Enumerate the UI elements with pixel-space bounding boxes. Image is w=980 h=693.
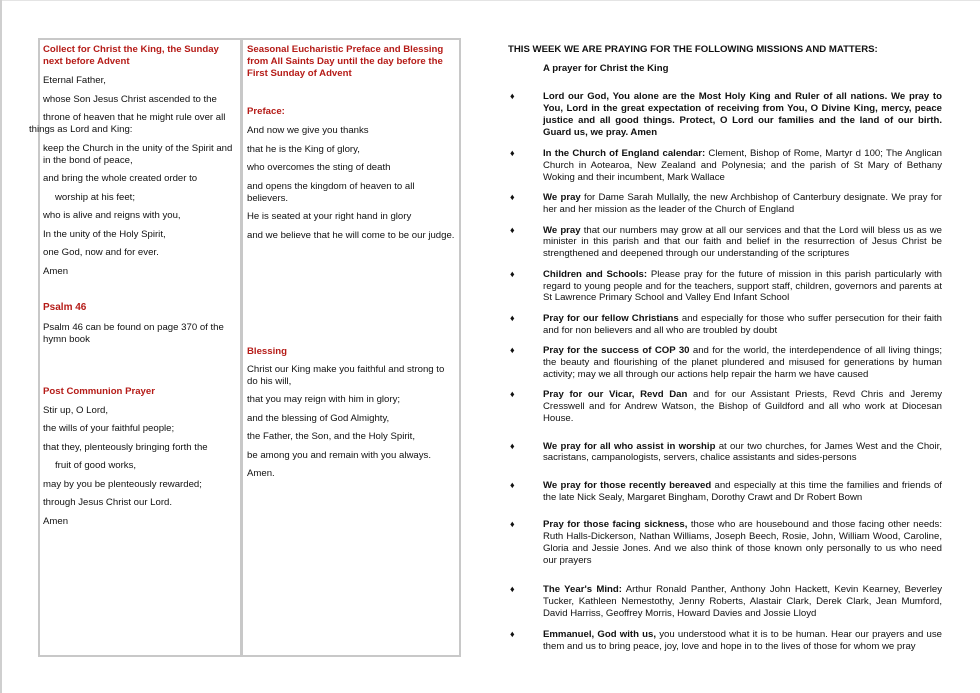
intercession-text: for Dame Sarah Mullally, the new Archbishop of Canterbury designate. We pray for her and her mission as the leader of the Church of England [543,192,942,216]
collect-column [29,44,233,534]
intercession-text: Arthur Ronald Panther, Anthony John Hackett, Kevin Kearney, Beverley Tucker, Kathleen Nemestothy, Jenny Roberts, Alastair Clark, Derek Clark, Jean Mumford, David Harriss, Geoffrey Morris, Howard Davies and Jossie Lloyd [543,584,942,619]
diamond-bullet-icon: ♦ [510,224,515,235]
intercession-bold: In the Church of England calendar: [543,148,706,160]
intercession-text: at our two churches, for James West and the Choir, sacristans, campanologists, servers, chalice assistants and sides-persons [543,440,942,464]
intercession-text: you understood what it is to be human. Hear our prayers and use them and us to bring peace, joy, love and hope in to the lives of those for whom we pray [543,629,943,653]
post-communion-line: Stir up, O Lord, [43,404,109,416]
intercessions-title: THIS WEEK WE ARE PRAYING FOR THE FOLLOWING MISSIONS AND MATTERS: [508,44,878,55]
diamond-bullet-icon: ♦ [510,584,515,595]
collect-line: In the unity of the Holy Spirit, [43,228,166,240]
post-communion-line: fruit of good works, [55,460,137,471]
collect-line: worship at his feet; [55,191,135,203]
intercession-text: that our numbers may grow at all our services and that the Lord will bless us as we minister in this parish and that our faith and belief in the resurrection of Jesus Christ be strengthened and deepened through our understanding of the scriptures [543,224,942,260]
page-left-edge [0,0,2,693]
preface-line: And now we give you thanks [247,125,369,136]
blessing-line: that you may reign with him in glory; [247,394,401,405]
diamond-bullet-icon: ♦ [510,389,515,400]
intercession-item [508,225,942,260]
collect-line: one God, now and for ever. [43,247,159,258]
collect-line: and bring the whole created order to [43,173,198,184]
intercession-bold: Pray for our fellow Christians [543,312,679,324]
preface-line: who overcomes the sting of death [247,162,391,173]
diamond-bullet-icon: ♦ [510,192,515,203]
page-top-edge [0,0,980,1]
intercession-item [508,389,942,424]
diamond-bullet-icon: ♦ [510,148,515,159]
intercession-bold: We pray [543,192,581,204]
intercession-item [508,519,942,566]
blessing-line: Amen. [247,468,275,479]
diamond-bullet-icon: ♦ [510,91,515,102]
intercession-text: and for the world, the interdependence of all living things; the beauty and flourishing of the planet plundered and misused for generations by human activity; may we all through our actions help repair the harm we have caused [543,345,942,380]
intercessions [508,44,942,653]
intercession-bold: The Year's Mind: [543,584,622,596]
post-communion-line: that they, plenteously bringing forth the [43,441,208,453]
collect-title: Collect for Christ the King, the Sunday next before Advent [43,44,219,67]
preface-line: He is seated at your right hand in glory [247,211,412,222]
preface-line: that he is the King of glory, [247,143,360,155]
intercessions-subtitle: A prayer for Christ the King [543,62,669,74]
intercession-text: and for our Assistant Priests, Revd Chris and Jeremy Cresswell and for Andrew Watson, the Bishop of Guildford and all who work at Diocesan House. [543,389,943,424]
post-communion-line: Amen [43,515,69,527]
intercession-item [508,313,942,336]
intercession-text: Please pray for the future of mission in this parish particularly with regard to young people and for the teachers, support staff, children, governors and parents at St Lawrence Primary School and Valley End Infant School [543,268,942,304]
intercession-bold: We pray [543,224,581,236]
preface-line: and we believe that he will come to be our judge. [247,229,455,241]
preface-column [247,44,455,487]
intercession-item [508,345,942,380]
post-communion-title: Post Communion Prayer [43,385,155,397]
diamond-bullet-icon: ♦ [510,268,515,279]
intercession-bold: Pray for the success of COP 30 [543,345,690,357]
blessing-line: Christ our King make you faithful and strong to do his will, [247,363,445,387]
intercession-bold: Lord our God, You alone are the Most Holy King and Ruler of all nations. We pray to You, Lord in the great expectation of receiving from You, O Divine King, mercy, peace justice and all good things. Protect, O Lord our families and the land of our birth. Guard us, we pray. Amen [543,91,942,138]
collect-line: Amen [43,265,69,277]
intercession-bold: We pray for those recently bereaved [543,479,712,491]
preface-line: and opens the kingdom of heaven to all believers. [247,180,415,204]
intercession-item [508,148,942,183]
collect-line-text: throne of heaven that he might rule over all things as Lord and King: [29,112,226,135]
collect-line: Eternal Father, [43,75,106,86]
post-communion-line: through Jesus Christ our Lord. [43,497,173,508]
intercession-item [508,480,942,503]
post-communion-line: the wills of your faithful people; [43,423,175,434]
collect-line [29,112,233,136]
intercession-item [508,192,942,215]
intercession-bold: We pray for all who assist in worship [543,440,716,452]
seasonal-title: Seasonal Eucharistic Preface and Blessing from All Saints Day until the day before the First Sunday of Advent [247,44,444,79]
intercession-item [508,629,942,652]
blessing-title: Blessing [247,345,287,357]
diamond-bullet-icon: ♦ [510,629,515,640]
blessing-line: the Father, the Son, and the Holy Spirit, [247,431,415,442]
diamond-bullet-icon: ♦ [510,440,515,451]
blessing-line: and the blessing of God Almighty, [247,412,390,424]
preface-title: Preface: [247,106,285,117]
collect-line: who is alive and reigns with you, [43,210,181,221]
diamond-bullet-icon: ♦ [510,312,515,323]
collect-line: whose Son Jesus Christ ascended to the [43,93,217,105]
intercession-bold: Pray for those facing sickness, [543,519,688,531]
intercession-item [508,584,942,619]
intercession-text: and especially for those who suffer persecution for their faith and for non believers and all who are troubled by doubt [543,312,942,336]
intercession-text: those who are housebound and those facing other needs: Ruth Halls-Dickerson, Nathan Williams, Joseph Beech, Rosie, John, William Wood, Caroline, Gloria and Jessie Jones. And we also think of those known only personally to us who need our prayers [543,519,942,566]
intercession-text: and especially at this time the families and friends of the late Nick Sealy, Margaret Bingham, Dorothy Crawt and Dr Robert Bown [543,479,942,503]
intercession-item [508,441,942,464]
diamond-bullet-icon: ♦ [510,479,515,490]
psalm-title: Psalm 46 [43,301,87,313]
collect-line: keep the Church in the unity of the Spirit and in the bond of peace, [43,142,233,166]
intercession-item [508,269,942,304]
intercession-bold: Children and Schools: [543,268,648,280]
intercession-bold: Pray for our Vicar, Revd Dan [543,389,688,401]
intercession-item [508,91,942,138]
intercession-text: Clement, Bishop of Rome, Martyr d 100; The Anglican Church in Aotearoa, New Zealand and Polynesia; and the parish of St Mary of Bethany Woking and their incumbent, Mark Wallace [543,148,942,183]
diamond-bullet-icon: ♦ [510,345,515,356]
intercession-bold: Emmanuel, God with us, [543,629,657,641]
psalm-text: Psalm 46 can be found on page 370 of the hymn book [43,321,224,345]
diamond-bullet-icon: ♦ [510,519,515,530]
blessing-line: be among you and remain with you always. [247,449,431,461]
post-communion-line: may by you be plenteously rewarded; [43,478,202,490]
